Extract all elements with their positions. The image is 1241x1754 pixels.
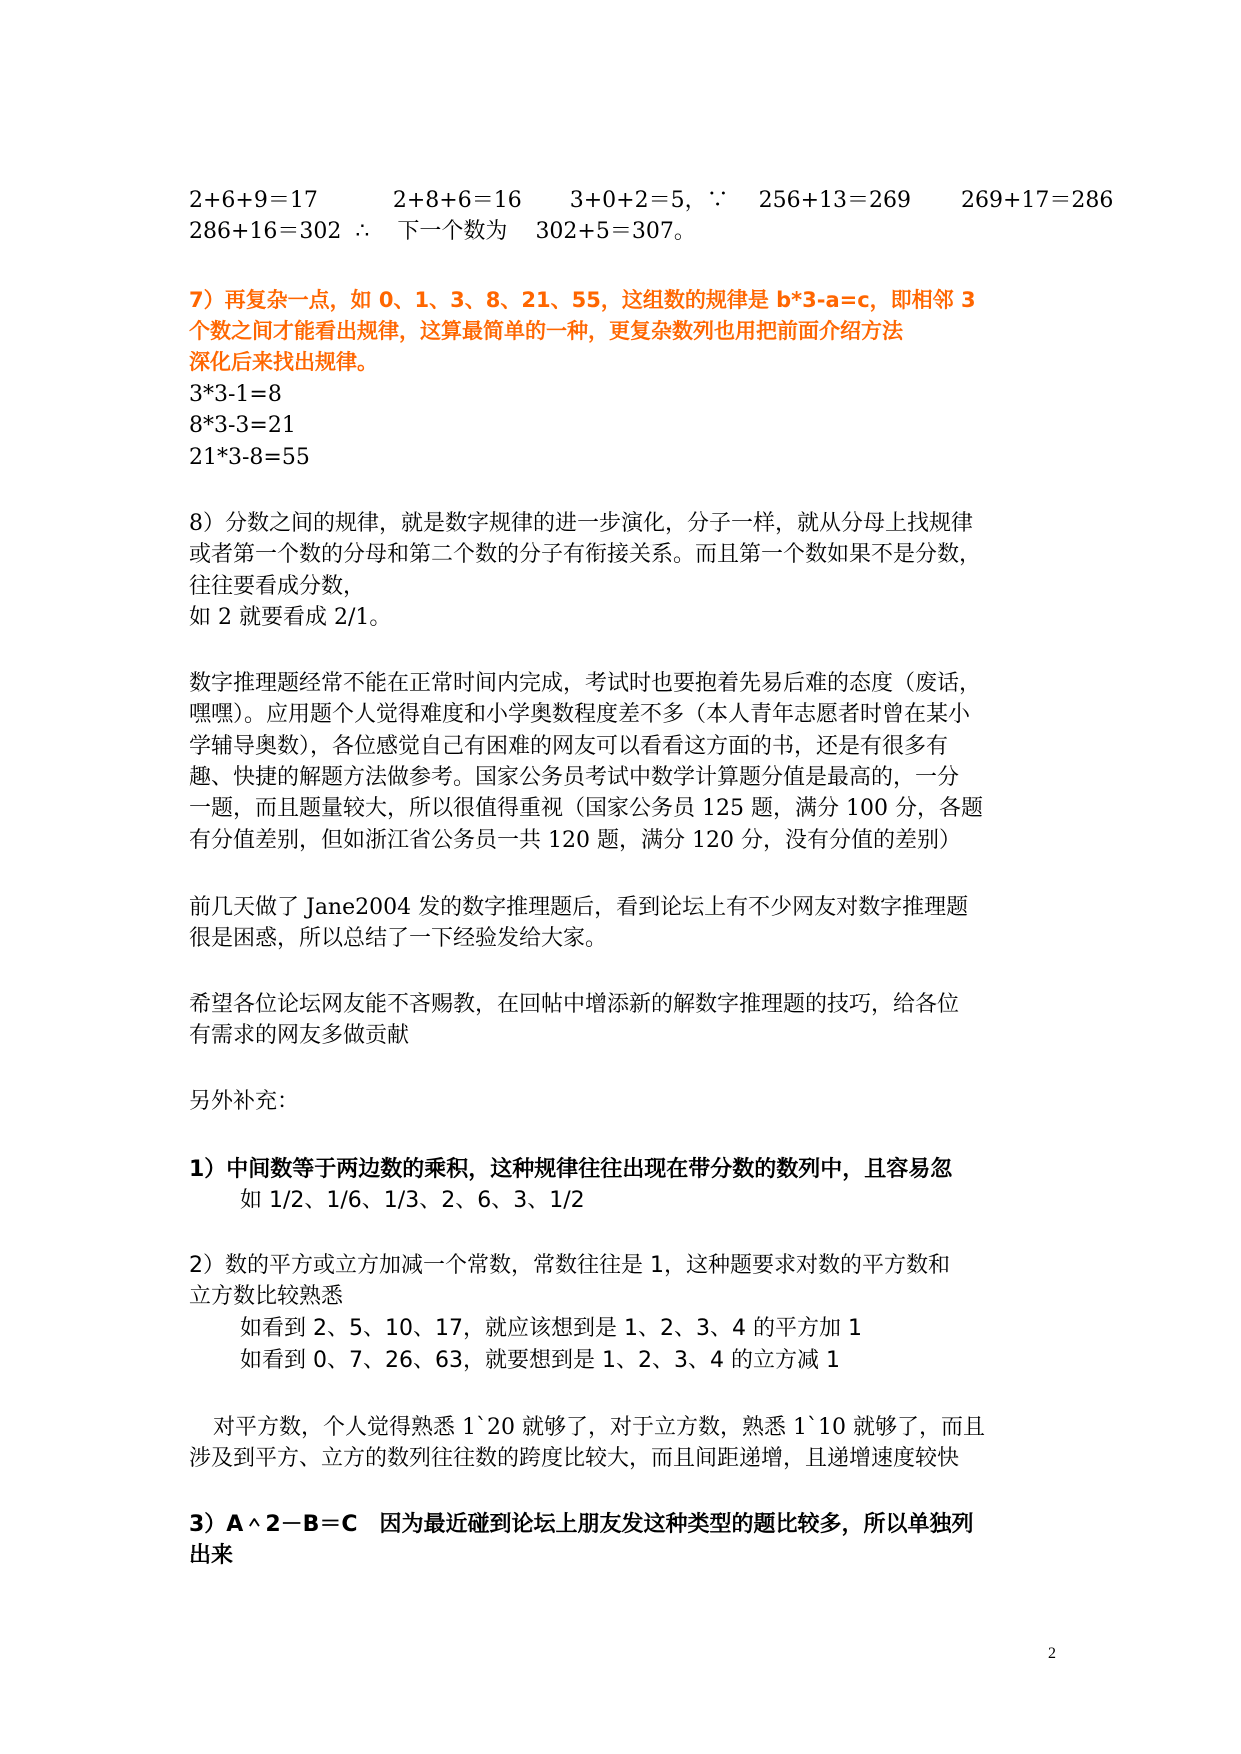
section-7-line: 个数之间才能看出规律，这算最简单的一种，更复杂数列也用把前面介绍方法 (189, 319, 903, 343)
sum-line-row-2 (189, 217, 696, 247)
section-8-line: 8）分数之间的规律，就是数字规律的进一步演化，分子一样，就从分母上找规律 (189, 511, 973, 536)
sum-item: 269+17＝286 (961, 188, 1114, 213)
exam-paragraph-line: 嘿嘿）。应用题个人觉得难度和小学奥数程度差不多（本人青年志愿者时曾在某小 (189, 702, 971, 727)
jane-paragraph-line: 前几天做了 Jane2004 发的数字推理题后，看到论坛上有不少网友对数字推理题 (189, 895, 969, 920)
section-8-line: 往往要看成分数， (189, 574, 366, 599)
item-1-example: 如 1/2、1/6、1/3、2、6、3、1/2 (240, 1188, 585, 1213)
exam-paragraph-line: 趣、快捷的解题方法做参考。国家公务员考试中数学计算题分值是最高的，一分 (189, 765, 960, 790)
item-2-example: 如看到 0、7、26、63，就要想到是 1、2、3、4 的立方减 1 (240, 1348, 840, 1373)
supplement-heading: 另外补充： (189, 1089, 300, 1114)
therefore-symbol: ∴ (355, 219, 370, 244)
item-2-line: 2）数的平方或立方加减一个常数，常数往往是 1，这种题要求对数的平方数和 (189, 1253, 950, 1278)
hope-paragraph-line: 有需求的网友多做贡献 (189, 1023, 410, 1048)
sum-item: 3+0+2＝5，∵ (569, 188, 729, 213)
item-3-line: 出来 (189, 1543, 234, 1568)
item-2-line: 立方数比较熟悉 (189, 1284, 344, 1309)
jane-paragraph-line: 很是困惑，所以总结了一下经验发给大家。 (189, 926, 608, 951)
sum-line-row-1 (189, 186, 1113, 216)
sum-item: 下一个数为 (397, 219, 508, 244)
exam-paragraph-line: 学辅导奥数），各位感觉自己有困难的网友可以看看这方面的书，还是有很多有 (189, 734, 949, 759)
sum-item: 2+8+6＝16 (392, 188, 522, 213)
item-3-line: 3）A＾2－B＝C 因为最近碰到论坛上朋友发这种类型的题比较多，所以单独列 (189, 1512, 974, 1537)
page-number: 2 (1048, 1645, 1056, 1662)
square-paragraph-line: 涉及到平方、立方的数列往往数的跨度比较大，而且间距递增，且递增速度较快 (189, 1446, 960, 1471)
exam-paragraph-line: 一题，而且题量较大，所以很值得重视（国家公务员 125 题，满分 100 分，各题 (189, 796, 983, 821)
sum-item: 256+13＝269 (758, 188, 911, 213)
section-7-line: 深化后来找出规律。 (189, 350, 378, 374)
sum-item: 286+16＝302 (189, 219, 342, 244)
section-8-line: 如 2 就要看成 2/1。 (189, 605, 392, 630)
section-7-line: 7）再复杂一点，如 0、1、3、8、21、55，这组数的规律是 b*3-a=c，即相邻 3 (189, 288, 976, 312)
sum-item: 302+5＝307。 (535, 219, 696, 244)
sum-item: 2+6+9＝17 (189, 188, 318, 213)
item-2-example: 如看到 2、5、10、17，就应该想到是 1、2、3、4 的平方加 1 (240, 1316, 862, 1341)
equation-line: 21*3-8=55 (189, 445, 310, 470)
section-8-line: 或者第一个数的分母和第二个数的分子有衔接关系。而且第一个数如果不是分数， (189, 542, 982, 567)
exam-paragraph-line: 数字推理题经常不能在正常时间内完成，考试时也要抱着先易后难的态度（废话， (189, 671, 982, 696)
equation-line: 3*3-1=8 (189, 382, 282, 407)
item-1-title: 1）中间数等于两边数的乘积，这种规律往往出现在带分数的数列中，且容易忽 (189, 1157, 953, 1182)
exam-paragraph-line: 有分值差别，但如浙江省公务员一共 120 题，满分 120 分，没有分值的差别） (189, 828, 961, 853)
hope-paragraph-line: 希望各位论坛网友能不吝赐教，在回帖中增添新的解数字推理题的技巧，给各位 (189, 992, 960, 1017)
equation-line: 8*3-3=21 (189, 413, 296, 438)
square-paragraph-line: 对平方数，个人觉得熟悉 1`20 就够了，对于立方数，熟悉 1`10 就够了，而且 (213, 1415, 985, 1440)
